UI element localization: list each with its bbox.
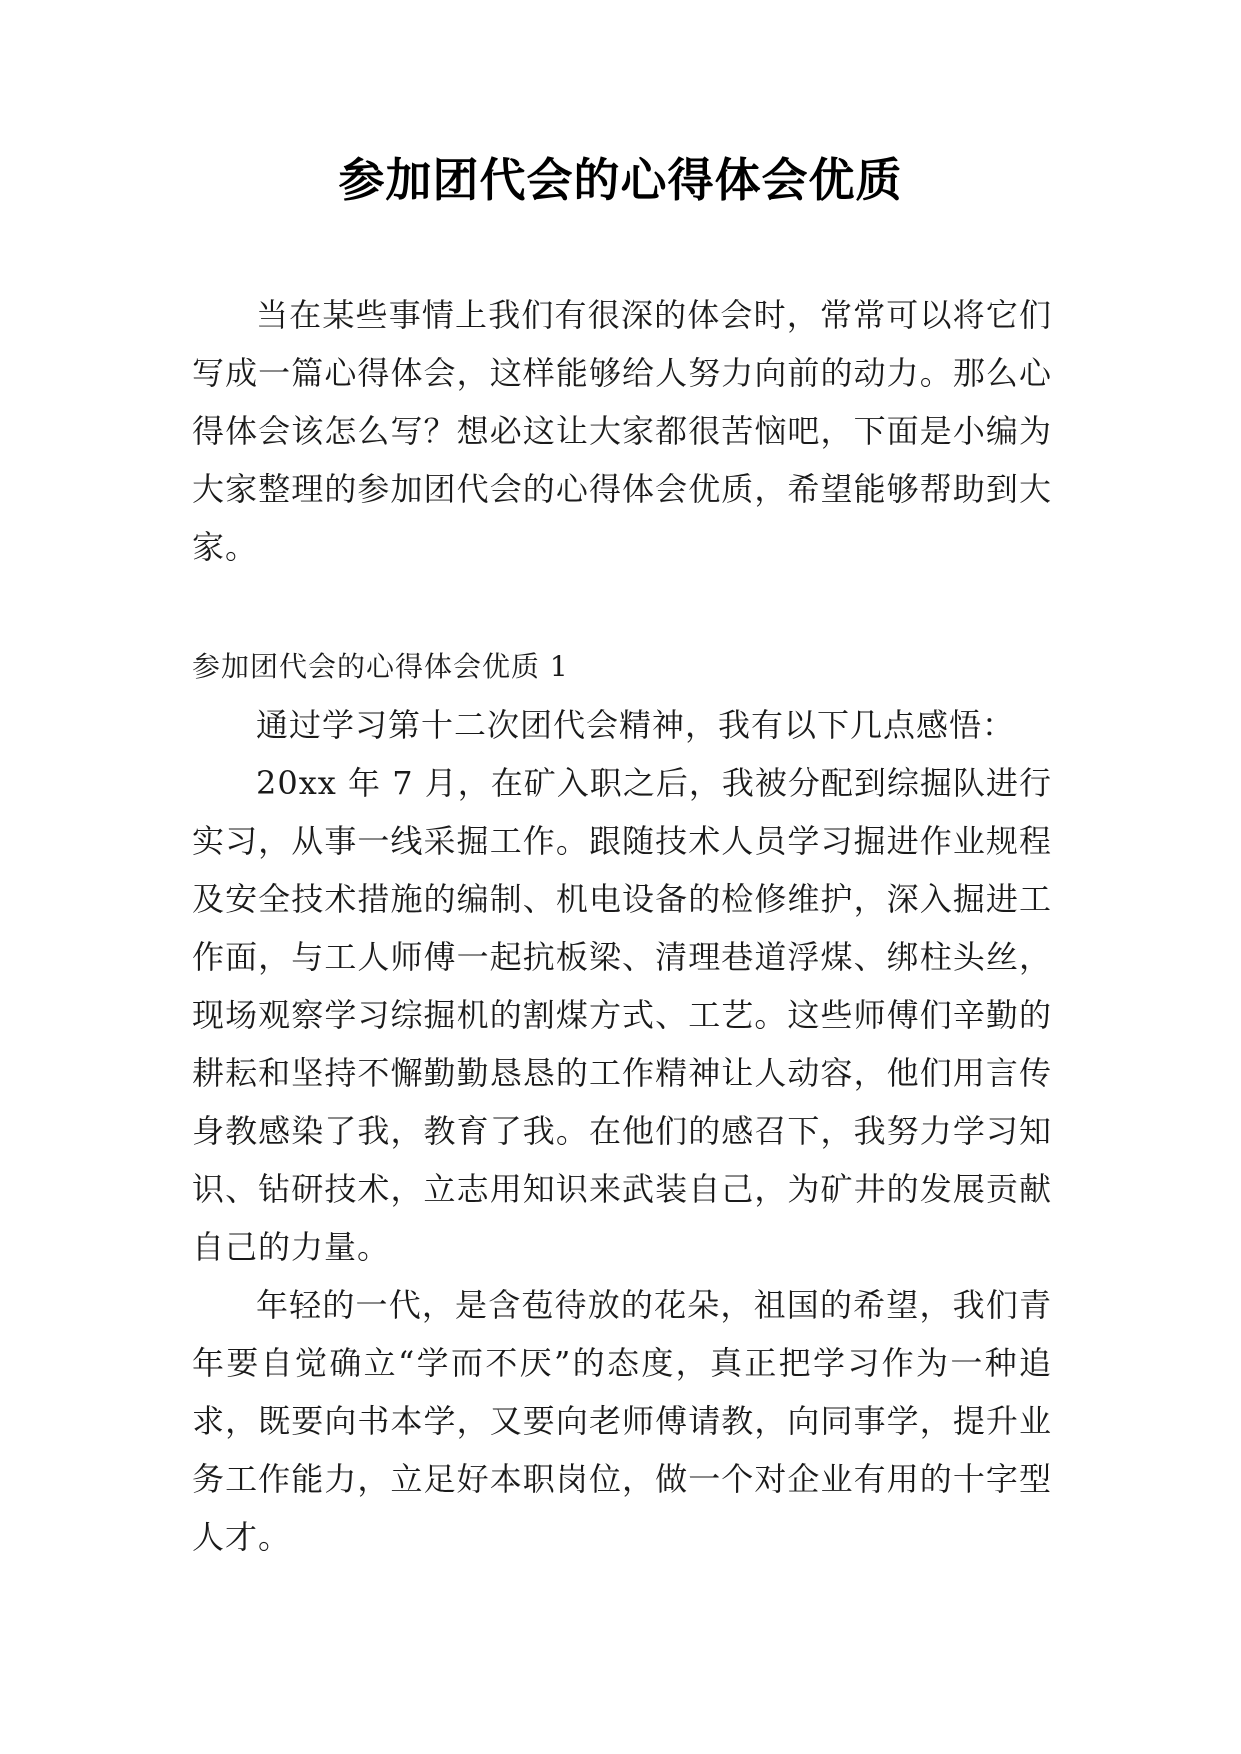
intro-paragraph: 当在某些事情上我们有很深的体会时，常常可以将它们写成一篇心得体会，这样能够给人努力向前的动力。那么心得体会该怎么写？想必这让大家都很苦恼吧，下面是小编为大家整理的参加团代会的心得体会优质，希望能够帮助到大家。 <box>192 296 1052 566</box>
body-paragraph-1: 通过学习第十二次团代会精神，我有以下几点感悟： <box>256 706 1016 744</box>
body-paragraph-3: 年轻的一代，是含苞待放的花朵，祖国的希望，我们青年要自觉确立“学而不厌”的态度，真正把学习作为一种追求，既要向书本学，又要向老师傅请教，向同事学，提升业务工作能力，立足好本职岗位，做一个对企业有用的十字型人才。 <box>192 1286 1052 1556</box>
section-heading: 参加团代会的心得体会优质 1 <box>192 650 569 683</box>
document-title: 参加团代会的心得体会优质 <box>338 153 903 207</box>
document-body <box>192 286 1052 1566</box>
body-paragraph-2: 20xx 年 7 月，在矿入职之后，我被分配到综掘队进行实习，从事一线采掘工作。跟随技术人员学习掘进作业规程及安全技术措施的编制、机电设备的检修维护，深入掘进工作面，与工人师傅一起抗板梁、清理巷道浮煤、绑柱头丝，现场观察学习综掘机的割煤方式、工艺。这些师傅们辛勤的耕耘和坚持不懈勤勤恳恳的工作精神让人动容，他们用言传身教感染了我，教育了我。在他们的感召下，我努力学习知识、钻研技术，立志用知识来武装自己，为矿井的发展贡献自己的力量。 <box>192 764 1052 1266</box>
